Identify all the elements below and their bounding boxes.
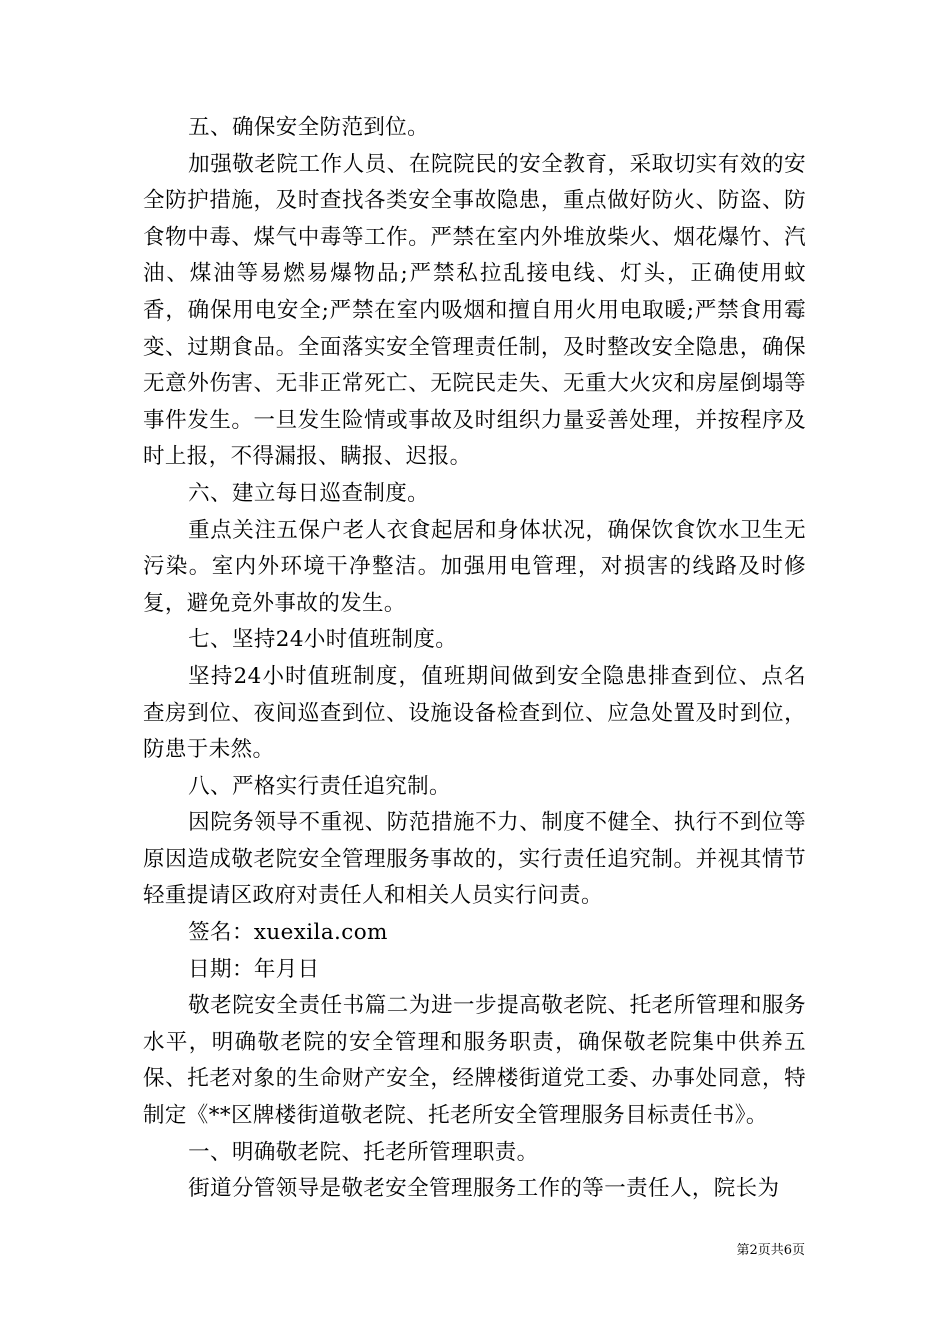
section-heading-8: 八、严格实行责任追究制。 [188,773,451,799]
section-heading-6: 六、建立每日巡查制度。 [188,480,430,506]
body-paragraph: 敬老院安全责任书篇二为进一步提高敬老院、托老所管理和服务水平，明确敬老院的安全管理和服务职责，确保敬老院集中供养五保、托老对象的生命财产安全，经牌楼街道党工委、办事处同意，特制定《**区牌楼街道敬老院、托老所安全管理服务目标责任书》。 [143,993,806,1129]
date-line: 日期：年月日 [188,956,320,982]
body-paragraph: 重点关注五保户老人衣食起居和身体状况，确保饮食饮水卫生无污染。室内外环境干净整洁。加强用电管理，对损害的线路及时修复，避免竞外事故的发生。 [143,517,806,616]
section-heading-1: 一、明确敬老院、托老所管理职责。 [188,1139,539,1165]
signature-line: 签名：xuexila.com [188,920,388,946]
document-body [143,110,806,1208]
body-paragraph: 因院务领导不重视、防范措施不力、制度不健全、执行不到位等原因造成敬老院安全管理服务事故的，实行责任追究制。并视其情节轻重提请区政府对责任人和相关人员实行问责。 [143,810,806,909]
body-paragraph: 街道分管领导是敬老安全管理服务工作的等一责任人，院长为 [188,1176,780,1202]
section-heading-5: 五、确保安全防范到位。 [188,115,430,140]
body-paragraph: 坚持24小时值班制度，值班期间做到安全隐患排查到位、点名查房到位、夜间巡查到位、设施设备检查到位、应急处置及时到位，防患于未然。 [143,663,806,763]
body-paragraph: 加强敬老院工作人员、在院院民的安全教育，采取切实有效的安全防护措施，及时查找各类安全事故隐患，重点做好防火、防盗、防食物中毒、煤气中毒等工作。严禁在室内外堆放柴火、烟花爆竹、汽油、煤油等易燃易爆物品;严禁私拉乱接电线、灯头，正确使用蚊香，确保用电安全;严禁在室内吸烟和擅自用火用电取暖;严禁食用霉变、过期食品。全面落实安全管理责任制，及时整改安全隐患，确保无意外伤害、无非正常死亡、无院民走失、无重大火灾和房屋倒塌等事件发生。一旦发生险情或事故及时组织力量妥善处理，并按程序及时上报，不得漏报、瞒报、迟报。 [143,151,806,470]
section-heading-7: 七、坚持24小时值班制度。 [188,627,458,653]
page-number: 第2页共6页 [736,1243,805,1258]
